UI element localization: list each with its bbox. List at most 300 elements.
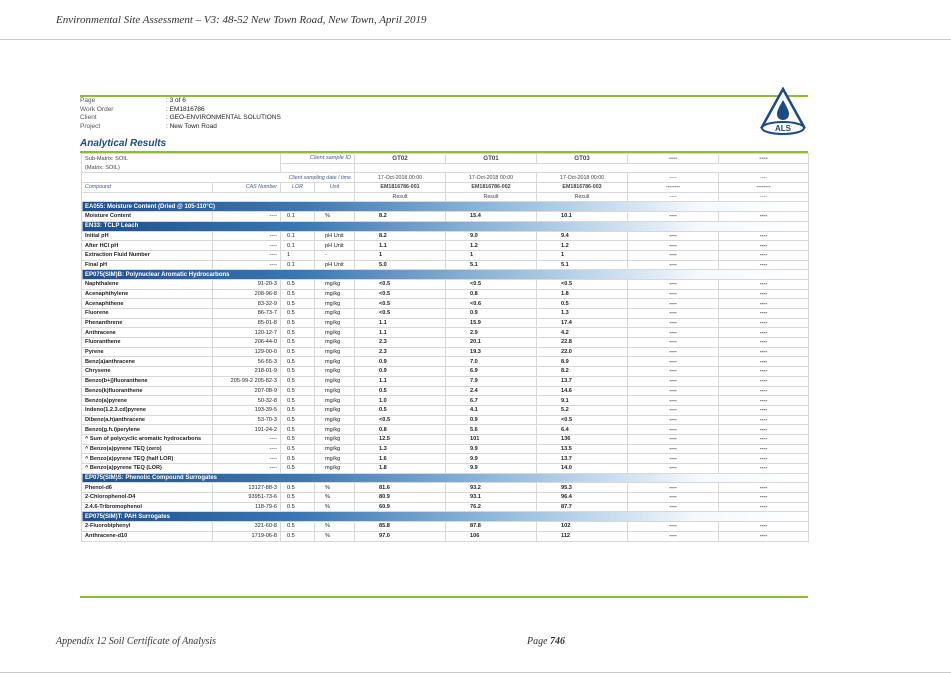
result-value: 1.1 <box>355 318 446 328</box>
sampling-date-5: ---- <box>719 173 809 183</box>
document-header: Environmental Site Assessment – V3: 48-52 New Town Road, New Town, April 2019 <box>56 14 427 26</box>
compound-name: Phenol-d6 <box>82 483 213 493</box>
sample-id-1: GT02 <box>355 154 446 164</box>
empty-result: ---- <box>628 347 719 357</box>
table-row <box>82 212 809 222</box>
empty-result: ---- <box>719 347 809 357</box>
cas-number: 206-44-0 <box>213 338 281 348</box>
cas-number: 129-00-0 <box>213 347 281 357</box>
section-header-row <box>82 221 809 231</box>
empty-result: ---- <box>628 531 719 541</box>
header-row-sample-id <box>82 154 809 164</box>
table-row <box>82 231 809 241</box>
matrix-row-spacer <box>355 163 809 173</box>
compound-name: Acenaphthene <box>82 299 213 309</box>
cas-number: ---- <box>213 444 281 454</box>
result-label-3: Result <box>537 192 628 202</box>
section-title: EN33: TCLP Leach <box>82 221 809 231</box>
result-value: <0.5 <box>537 415 628 425</box>
sample-id-2: GT01 <box>446 154 537 164</box>
unit-value: mg/kg <box>315 357 355 367</box>
lor-value: 0.5 <box>281 357 315 367</box>
cas-number: 86-73-7 <box>213 309 281 319</box>
empty-result: ---- <box>719 483 809 493</box>
unit-value: % <box>315 531 355 541</box>
result-label-5: ---- <box>719 192 809 202</box>
result-value: 93.1 <box>446 493 537 503</box>
meta-row-page <box>80 97 281 106</box>
empty-result: ---- <box>628 502 719 512</box>
empty-result: ---- <box>719 231 809 241</box>
result-value: <0.5 <box>355 279 446 289</box>
empty-result: ---- <box>628 396 719 406</box>
result-value: 20.1 <box>446 338 537 348</box>
result-value: 1.3 <box>355 444 446 454</box>
compound-name: Final pH <box>82 260 213 270</box>
table-row <box>82 241 809 251</box>
result-value: 1.6 <box>355 454 446 464</box>
table-row <box>82 464 809 474</box>
unit-value: % <box>315 212 355 222</box>
compound-name: Benzo(g.h.i)perylene <box>82 425 213 435</box>
empty-result: ---- <box>628 522 719 532</box>
submatrix-cell <box>82 154 281 164</box>
result-value: 13.7 <box>537 454 628 464</box>
result-value: 2.9 <box>446 328 537 338</box>
cas-number: 85-01-8 <box>213 318 281 328</box>
compound-name: Chrysene <box>82 367 213 377</box>
header-row-result <box>82 192 809 202</box>
result-label-2: Result <box>446 192 537 202</box>
result-value: 5.1 <box>537 260 628 270</box>
lab-id-5: -------- <box>719 183 809 193</box>
section-header-row <box>82 512 809 522</box>
empty-result: ---- <box>719 212 809 222</box>
result-value: 8.9 <box>537 357 628 367</box>
table-row <box>82 318 809 328</box>
result-value: <0.5 <box>355 415 446 425</box>
compound-name: Moisture Content <box>82 212 213 222</box>
sampling-date-4: ---- <box>628 173 719 183</box>
matrix-spacer <box>281 163 355 173</box>
empty-result: ---- <box>628 434 719 444</box>
result-value: <0.5 <box>446 279 537 289</box>
result-value: 14.6 <box>537 386 628 396</box>
header-row-matrix <box>82 163 809 173</box>
result-value: 5.6 <box>446 425 537 435</box>
unit-value: pH Unit <box>315 231 355 241</box>
result-value: 7.0 <box>446 357 537 367</box>
table-row <box>82 338 809 348</box>
client-sample-id-label: Client sample ID <box>281 154 355 164</box>
unit-value: mg/kg <box>315 444 355 454</box>
cas-number: ---- <box>213 454 281 464</box>
empty-result: ---- <box>719 396 809 406</box>
cas-number: ---- <box>213 434 281 444</box>
result-value: 1.0 <box>355 396 446 406</box>
cas-number: 321-60-8 <box>213 522 281 532</box>
compound-name: Phenanthrene <box>82 318 213 328</box>
lor-value: 0.5 <box>281 415 315 425</box>
header-rule <box>0 39 951 40</box>
lor-value: 0.5 <box>281 376 315 386</box>
result-value: 19.3 <box>446 347 537 357</box>
lor-value: 0.5 <box>281 338 315 348</box>
unit-value: pH Unit <box>315 241 355 251</box>
lab-id-3: EM1816786-003 <box>537 183 628 193</box>
cas-number: 205-99-2 205-82-3 <box>213 376 281 386</box>
compound-name: ^ Benzo(a)pyrene TEQ (LOR) <box>82 464 213 474</box>
result-value: 60.9 <box>355 502 446 512</box>
als-logo <box>760 87 806 135</box>
table-row <box>82 328 809 338</box>
compound-name: ^ Sum of polycyclic aromatic hydrocarbons <box>82 434 213 444</box>
cas-number: 207-08-9 <box>213 386 281 396</box>
result-value: 0.9 <box>446 309 537 319</box>
lor-value: 0.5 <box>281 483 315 493</box>
result-value: 6.4 <box>537 425 628 435</box>
cas-number: 83-32-9 <box>213 299 281 309</box>
empty-result: ---- <box>719 425 809 435</box>
unit-value: mg/kg <box>315 376 355 386</box>
empty-result: ---- <box>628 367 719 377</box>
sampling-date-1: 17-Oct-2018 00:00 <box>355 173 446 183</box>
meta-label: Work Order <box>80 105 114 113</box>
sample-id-5: ---- <box>719 154 809 164</box>
section-header-row <box>82 270 809 280</box>
empty-result: ---- <box>719 338 809 348</box>
table-row <box>82 522 809 532</box>
result-value: 106 <box>446 531 537 541</box>
result-value: 12.5 <box>355 434 446 444</box>
section-title: EP075(SIM)T: PAH Surrogates <box>82 512 809 522</box>
result-value: 87.8 <box>446 522 537 532</box>
unit-value: mg/kg <box>315 454 355 464</box>
cas-number: ---- <box>213 212 281 222</box>
result-value: 5.1 <box>446 260 537 270</box>
meta-value: : 3 of 6 <box>166 97 186 104</box>
compound-name: Benzo(a)pyrene <box>82 396 213 406</box>
lor-header: LOR <box>281 183 315 193</box>
table-row <box>82 279 809 289</box>
result-value: <0.5 <box>537 279 628 289</box>
cas-number: 208-96-8 <box>213 289 281 299</box>
unit-value: mg/kg <box>315 405 355 415</box>
empty-result: ---- <box>719 279 809 289</box>
empty-result: ---- <box>628 425 719 435</box>
lor-value: 0.5 <box>281 425 315 435</box>
unit-value: % <box>315 493 355 503</box>
table-row <box>82 434 809 444</box>
result-value: 6.7 <box>446 396 537 406</box>
empty-result: ---- <box>719 444 809 454</box>
table-row <box>82 260 809 270</box>
compound-header: Compound <box>82 183 213 193</box>
result-value: 1.1 <box>355 328 446 338</box>
lor-value: 0.5 <box>281 347 315 357</box>
result-value: 0.9 <box>355 367 446 377</box>
compound-name: Anthracene-d10 <box>82 531 213 541</box>
result-value: 76.2 <box>446 502 537 512</box>
compound-name: 2-Fluorobiphenyl <box>82 522 213 532</box>
table-row <box>82 376 809 386</box>
result-value: 14.0 <box>537 464 628 474</box>
table-row <box>82 425 809 435</box>
empty-result: ---- <box>628 415 719 425</box>
empty-result: ---- <box>628 493 719 503</box>
compound-name: Naphthalene <box>82 279 213 289</box>
result-value: 0.8 <box>355 425 446 435</box>
sampling-date-2: 17-Oct-2018 00:00 <box>446 173 537 183</box>
result-value: 81.6 <box>355 483 446 493</box>
section-title: EA055: Moisture Content (Dried @ 105-110°C) <box>82 202 809 212</box>
empty-result: ---- <box>628 231 719 241</box>
meta-row-client <box>80 114 281 123</box>
table-row <box>82 367 809 377</box>
empty-result: ---- <box>719 309 809 319</box>
result-value: 22.8 <box>537 338 628 348</box>
result-value: 9.4 <box>537 231 628 241</box>
empty-result: ---- <box>719 289 809 299</box>
result-value: 0.9 <box>355 357 446 367</box>
header-row-columns <box>82 183 809 193</box>
cas-number: 53-70-3 <box>213 415 281 425</box>
compound-name: Indeno(1.2.3.cd)pyrene <box>82 405 213 415</box>
cas-number: 91-20-3 <box>213 279 281 289</box>
unit-value: mg/kg <box>315 464 355 474</box>
result-value: 8.2 <box>537 367 628 377</box>
unit-value: mg/kg <box>315 386 355 396</box>
lor-value: 0.5 <box>281 279 315 289</box>
header-row-sampling-date <box>82 173 809 183</box>
result-value: 15.4 <box>446 212 537 222</box>
empty-result: ---- <box>628 279 719 289</box>
lor-value: 0.5 <box>281 531 315 541</box>
unit-value: - <box>315 250 355 260</box>
compound-name: Initial pH <box>82 231 213 241</box>
unit-value: pH Unit <box>315 260 355 270</box>
compound-name: Benz(a)anthracene <box>82 357 213 367</box>
lor-value: 0.5 <box>281 396 315 406</box>
lor-value: 0.5 <box>281 522 315 532</box>
table-row <box>82 483 809 493</box>
table-row <box>82 289 809 299</box>
compound-name: Benzo(k)fluoranthene <box>82 386 213 396</box>
empty-result: ---- <box>628 299 719 309</box>
table-row <box>82 502 809 512</box>
cas-number: 120-12-7 <box>213 328 281 338</box>
lor-value: 0.1 <box>281 231 315 241</box>
compound-name: Extraction Fluid Number <box>82 250 213 260</box>
result-value: 17.4 <box>537 318 628 328</box>
empty-result: ---- <box>719 367 809 377</box>
bottom-green-rule <box>80 596 808 598</box>
cas-number: ---- <box>213 241 281 251</box>
empty-result: ---- <box>719 464 809 474</box>
lor-value: 0.5 <box>281 289 315 299</box>
result-value: 1.1 <box>355 376 446 386</box>
empty-result: ---- <box>628 309 719 319</box>
cas-number: 118-79-6 <box>213 502 281 512</box>
unit-value: mg/kg <box>315 347 355 357</box>
unit-value: mg/kg <box>315 425 355 435</box>
result-value: 112 <box>537 531 628 541</box>
unit-value: % <box>315 502 355 512</box>
result-value: <0.6 <box>446 299 537 309</box>
table-row <box>82 347 809 357</box>
table-row <box>82 299 809 309</box>
result-value: 13.5 <box>537 444 628 454</box>
empty-result: ---- <box>628 260 719 270</box>
result-value: <0.5 <box>355 289 446 299</box>
result-value: 5.2 <box>537 405 628 415</box>
meta-row-work-order <box>80 106 281 115</box>
result-value: 101 <box>446 434 537 444</box>
result-value: 96.4 <box>537 493 628 503</box>
lor-value: 0.5 <box>281 299 315 309</box>
lor-value: 1 <box>281 250 315 260</box>
sampling-date-3: 17-Oct-2018 00:00 <box>537 173 628 183</box>
lab-id-1: EM1816786-001 <box>355 183 446 193</box>
unit-value: mg/kg <box>315 367 355 377</box>
result-value: 1 <box>446 250 537 260</box>
result-value: 136 <box>537 434 628 444</box>
cas-number: 1719-06-8 <box>213 531 281 541</box>
cas-number: 50-32-8 <box>213 396 281 406</box>
table-row <box>82 309 809 319</box>
table-row <box>82 454 809 464</box>
result-value: 0.5 <box>355 405 446 415</box>
result-value: 95.3 <box>537 483 628 493</box>
footer-page <box>527 636 565 647</box>
table-row <box>82 415 809 425</box>
result-value: 22.0 <box>537 347 628 357</box>
compound-name: Anthracene <box>82 328 213 338</box>
cas-number: 191-24-2 <box>213 425 281 435</box>
compound-name: Benzo(b+j)fluoranthene <box>82 376 213 386</box>
lor-value: 0.1 <box>281 241 315 251</box>
result-value: 97.0 <box>355 531 446 541</box>
result-value: 6.9 <box>446 367 537 377</box>
cas-number: 193-39-5 <box>213 405 281 415</box>
result-value: 9.1 <box>537 396 628 406</box>
logo-text: ALS <box>775 124 791 133</box>
result-value: 4.1 <box>446 405 537 415</box>
meta-value: : GEO-ENVIRONMENTAL SOLUTIONS <box>166 114 281 122</box>
empty-result: ---- <box>628 483 719 493</box>
compound-name: ^ Benzo(a)pyrene TEQ (half LOR) <box>82 454 213 464</box>
empty-result: ---- <box>719 250 809 260</box>
empty-result: ---- <box>719 241 809 251</box>
empty-result: ---- <box>719 415 809 425</box>
empty-result: ---- <box>719 357 809 367</box>
table-row <box>82 493 809 503</box>
table-row <box>82 396 809 406</box>
result-value: 1.2 <box>537 241 628 251</box>
cas-number: 218-01-9 <box>213 367 281 377</box>
sample-id-4: ---- <box>628 154 719 164</box>
empty-result: ---- <box>628 464 719 474</box>
section-header-row <box>82 202 809 212</box>
lab-id-2: EM1816786-002 <box>446 183 537 193</box>
empty-result: ---- <box>628 454 719 464</box>
meta-label: Client <box>80 114 97 122</box>
empty-result: ---- <box>628 318 719 328</box>
meta-value: : EM1816786 <box>166 105 205 113</box>
empty-result: ---- <box>628 212 719 222</box>
meta-label: Page <box>80 97 96 104</box>
result-value: 8.2 <box>355 212 446 222</box>
compound-name: Acenaphthylene <box>82 289 213 299</box>
lab-id-4: -------- <box>628 183 719 193</box>
footer-page-number: 746 <box>550 636 566 647</box>
compound-name: ^ Benzo(a)pyrene TEQ (zero) <box>82 444 213 454</box>
result-value: 7.9 <box>446 376 537 386</box>
empty-result: ---- <box>719 454 809 464</box>
compound-name: 2-Chlorophenol-D4 <box>82 493 213 503</box>
cas-number: ---- <box>213 250 281 260</box>
cas-number: ---- <box>213 231 281 241</box>
result-value: 10.1 <box>537 212 628 222</box>
empty-result: ---- <box>719 502 809 512</box>
section-title: EP075(SIM)S: Phenolic Compound Surrogates <box>82 473 809 483</box>
result-value: 2.3 <box>355 347 446 357</box>
lor-value: 0.5 <box>281 434 315 444</box>
cas-number: 56-55-3 <box>213 357 281 367</box>
result-value: 9.9 <box>446 464 537 474</box>
result-value: <0.5 <box>355 309 446 319</box>
lor-value: 0.5 <box>281 502 315 512</box>
compound-name: Fluoranthene <box>82 338 213 348</box>
empty-result: ---- <box>628 444 719 454</box>
empty-result: ---- <box>719 493 809 503</box>
lor-value: 0.5 <box>281 386 315 396</box>
empty-result: ---- <box>628 376 719 386</box>
result-value: 80.9 <box>355 493 446 503</box>
result-label-4: ---- <box>628 192 719 202</box>
result-value: 15.9 <box>446 318 537 328</box>
empty-result: ---- <box>719 318 809 328</box>
result-value: 9.0 <box>446 231 537 241</box>
empty-result: ---- <box>719 531 809 541</box>
page-title: Analytical Results <box>80 138 167 149</box>
empty-result: ---- <box>719 376 809 386</box>
matrix-label: (Matrix: SOIL) <box>82 163 281 173</box>
compound-name: Fluorene <box>82 309 213 319</box>
result-value: 8.2 <box>355 231 446 241</box>
lor-value: 0.1 <box>281 260 315 270</box>
empty-result: ---- <box>628 338 719 348</box>
section-title: EP075(SIM)B: Polynuclear Aromatic Hydrocarbons <box>82 270 809 280</box>
empty-result: ---- <box>628 386 719 396</box>
results-table <box>81 153 809 542</box>
empty-result: ---- <box>719 434 809 444</box>
table-row <box>82 405 809 415</box>
result-value: 2.3 <box>355 338 446 348</box>
footer-page-label: Page <box>527 636 548 647</box>
result-value: 1 <box>355 250 446 260</box>
section-header-row <box>82 473 809 483</box>
empty-result: ---- <box>719 386 809 396</box>
empty-result: ---- <box>719 405 809 415</box>
empty-result: ---- <box>719 522 809 532</box>
result-value: 1.3 <box>537 309 628 319</box>
empty-result: ---- <box>628 357 719 367</box>
result-value: 0.8 <box>446 289 537 299</box>
result-value: 0.5 <box>537 299 628 309</box>
compound-name: After HCl pH <box>82 241 213 251</box>
unit-header: Unit <box>315 183 355 193</box>
